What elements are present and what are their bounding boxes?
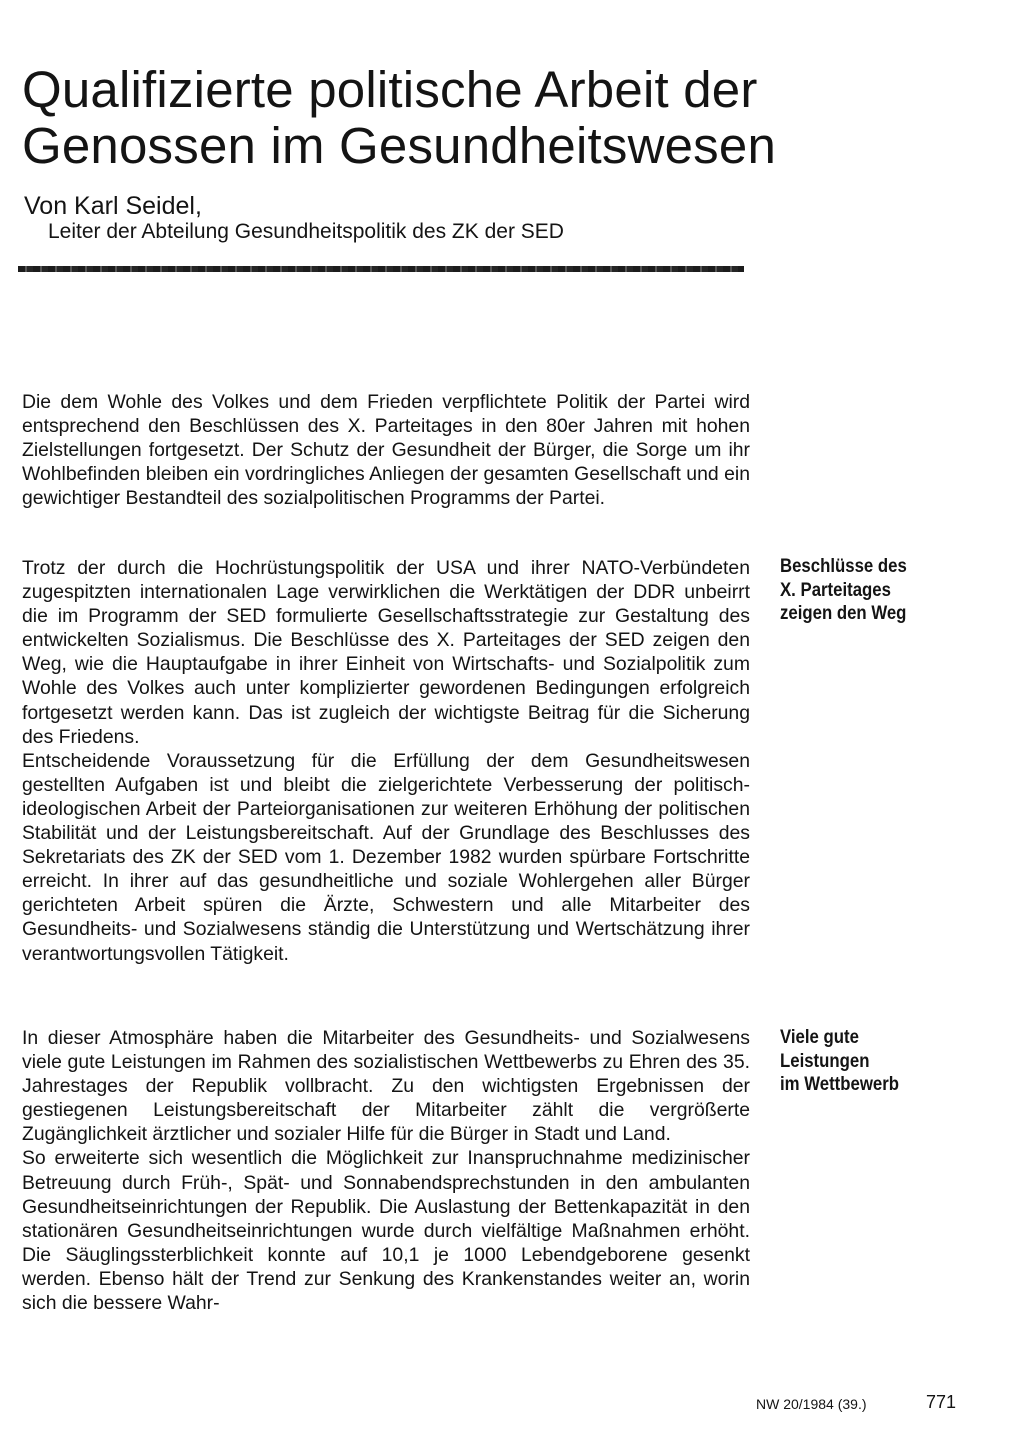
paragraph-1: Die dem Wohle des Volkes und dem Frieden verpflichtete Politik der Partei wird entsprechend den Beschlüssen des X. Parteitages in den 80er Jahren mit hohen Zielstellungen fortgesetzt. Der Schutz der Gesundheit der Bürger, die Sorge um ihr Wohlbefinden bleiben ein vordringliches Anliegen der gesamten Gesellschaft und ein gewichtiger Bestandteil des sozialpolitischen Programms der Partei. — [22, 391, 750, 510]
title-line-1: Qualifizierte politische Arbeit der — [22, 61, 758, 118]
margin-note-line: im Wettbewerb — [780, 1073, 899, 1095]
article-title — [22, 62, 922, 174]
paragraph-3: Entscheidende Voraussetzung für die Erfüllung der dem Gesundheitswesen gestellten Aufgaben ist und bleibt die zielgerichtete Verbesserung der politisch-ideologischen Arbeit der Parteiorganisationen zur weiteren Erhöhung der politischen Stabilität und der Leistungsbereitschaft. Auf der Grundlage des Beschlusses des Sekretariats des ZK der SED vom 1. Dezember 1982 wurden spürbare Fortschritte erreicht. In ihrer auf das gesundheitliche und soziale Wohlergehen aller Bürger gerichteten Arbeit spüren die Ärzte, Schwestern und alle Mitarbeiter des Gesundheits- und Sozialwesens ständig die Unterstützung und Wertschätzung ihrer verantwortungsvollen Tätigkeit. — [22, 749, 750, 965]
paragraph-4: In dieser Atmosphäre haben die Mitarbeiter des Gesundheits- und Sozialwesens viele gute Leistungen im Rahmen des sozialistischen Wettbewerbs zu Ehren des 35. Jahrestages der Republik vollbracht. Zu den wichtigsten Ergebnissen der gestiegenen Leistungsbereitschaft der Mitarbeiter zählt die vergrößerte Zugänglichkeit ärztlicher und sozialer Hilfe für die Bürger in Stadt und Land. — [22, 1027, 750, 1146]
margin-note-line: zeigen den Weg — [780, 602, 907, 624]
body-section-party-congress — [22, 556, 750, 966]
margin-note-line: Beschlüsse des — [780, 555, 907, 577]
margin-note-party-congress — [780, 555, 952, 626]
margin-note-line: Leistungen — [780, 1049, 870, 1072]
body-section-intro — [22, 390, 750, 510]
body-section-competition — [22, 1026, 750, 1315]
paragraph-2: Trotz der durch die Hochrüstungspolitik der USA und ihrer NATO-Verbündeten zugespitzten internationalen Lage verwirklichen die Werktätigen der DDR unbeirrt die im Programm der SED formulierte Gesellschaftsstrategie zur Gestaltung des entwickelten Sozialismus. Die Beschlüsse des X. Parteitages der SED zeigen den Weg, wie die Hauptaufgabe in ihrer Einheit von Wirtschafts- und Sozialpolitik zum Wohle des Volkes auch unter komplizierter gewordenen Bedingungen erfolgreich fortgesetzt werden kann. Das ist zugleich der wichtigste Beitrag für die Sicherung des Friedens. — [22, 557, 750, 748]
page-number: 771 — [926, 1392, 957, 1412]
margin-note-line: Viele gute — [780, 1026, 859, 1048]
paragraph-5: So erweiterte sich wesentlich die Möglichkeit zur Inanspruchnahme medizinischer Betreuung durch Früh-, Spät- und Sonnabendsprechstunden in den ambulanten Gesundheitseinrichtungen der Republik. Die Auslastung der Bettenkapazität in den stationären Gesundheitseinrichtungen wurde durch vielfältige Maßnahmen erhöht. Die Säuglingssterblichkeit konnte auf 10,1 je 1000 Lebendgeborene gesenkt werden. Ebenso hält der Trend zur Senkung des Krankenstandes weiter an, worin sich die bessere Wahr- — [22, 1147, 750, 1315]
margin-note-line: X. Parteitages — [780, 578, 891, 601]
journal-reference: NW 20/1984 (39.) — [756, 1396, 867, 1412]
title-line-2: Genossen im Gesundheitswesen — [22, 117, 777, 174]
title-divider — [18, 266, 744, 272]
margin-note-competition — [780, 1026, 952, 1097]
author-role: Leiter der Abteilung Gesundheitspolitik des ZK der SED — [48, 220, 564, 243]
author-name: Von Karl Seidel, — [24, 192, 202, 220]
